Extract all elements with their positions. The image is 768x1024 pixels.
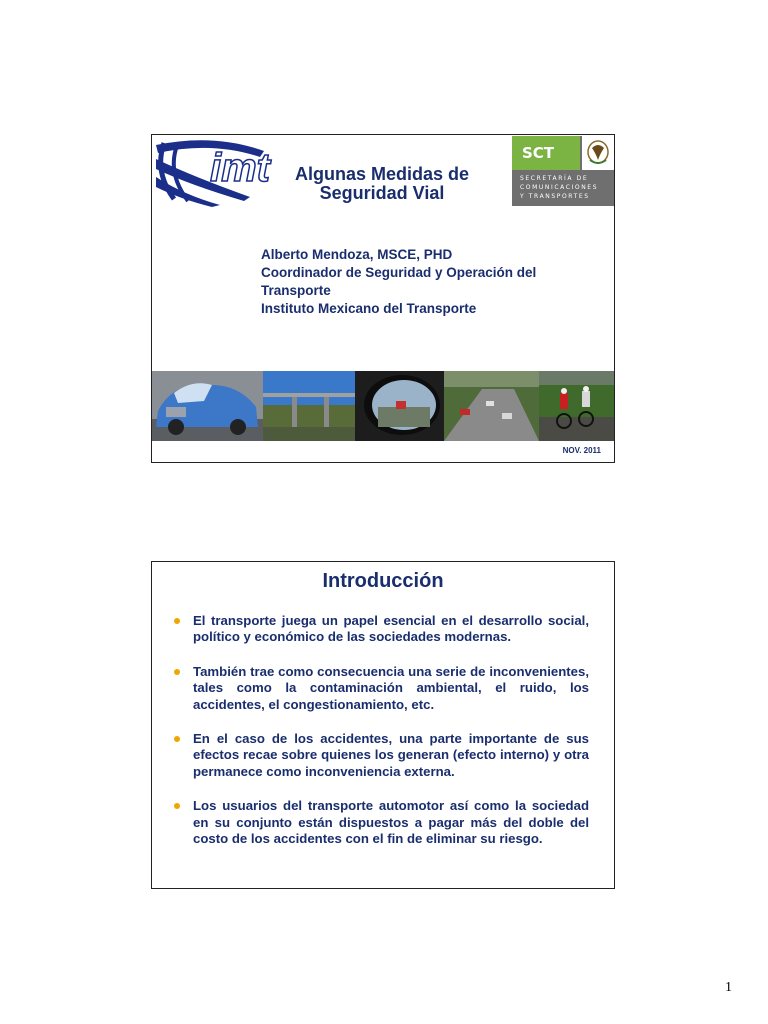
sct-logo: [512, 136, 615, 206]
photo-strip: [152, 371, 615, 441]
bridge-photo: [263, 371, 355, 441]
intro-slide: [151, 561, 615, 889]
mexico-emblem-icon: [582, 136, 615, 170]
title-slide: [151, 134, 615, 463]
list-item: El transporte juega un papel esencial en el desarrollo social, político y económico de las sociedades modernas.: [174, 613, 589, 646]
page-number: 1: [725, 980, 732, 995]
bullet-icon: [174, 618, 180, 624]
cyclists-photo: [539, 371, 615, 441]
highway-photo: [444, 371, 539, 441]
imt-logo-text: imt: [210, 146, 270, 190]
intro-title: Introducción: [322, 570, 444, 592]
author-institution: Instituto Mexicano del Transporte: [261, 301, 477, 316]
crashed-car-photo: [152, 371, 263, 441]
author-role: Coordinador de Seguridad y Operación del: [261, 265, 537, 280]
side-mirror-photo: [355, 371, 444, 441]
author-block: [261, 246, 601, 318]
list-item: Los usuarios del transporte automotor así como la sociedad en su conjunto están dispuestos a pagar más del doble del costo de los accidentes con el fin de eliminar su riesgo.: [174, 798, 589, 847]
intro-bullet-list: [174, 613, 589, 865]
bullet-icon: [174, 803, 180, 809]
list-item: En el caso de los accidentes, una parte importante de sus efectos recae sobre quienes los generan (efecto interno) y otra permanece como inconveniencia externa.: [174, 731, 589, 780]
sct-logo-text: SCT: [522, 144, 555, 162]
slide-date: NOV. 2011: [562, 446, 601, 455]
list-item: También trae como consecuencia una serie de inconvenientes, tales como la contaminación ambiental, el ruido, los accidentes, el congestionamiento, etc.: [174, 664, 589, 713]
author-role-cont: Transporte: [261, 283, 331, 298]
bullet-icon: [174, 736, 180, 742]
imt-logo: [154, 137, 278, 207]
sct-logo-subtitle: SECRETARÍA DE COMUNICACIONES Y TRANSPORTES: [520, 175, 599, 200]
slide1-title: Algunas Medidas de Seguridad Vial: [294, 164, 470, 203]
author-name: Alberto Mendoza, MSCE, PHD: [261, 247, 453, 262]
bullet-icon: [174, 669, 180, 675]
